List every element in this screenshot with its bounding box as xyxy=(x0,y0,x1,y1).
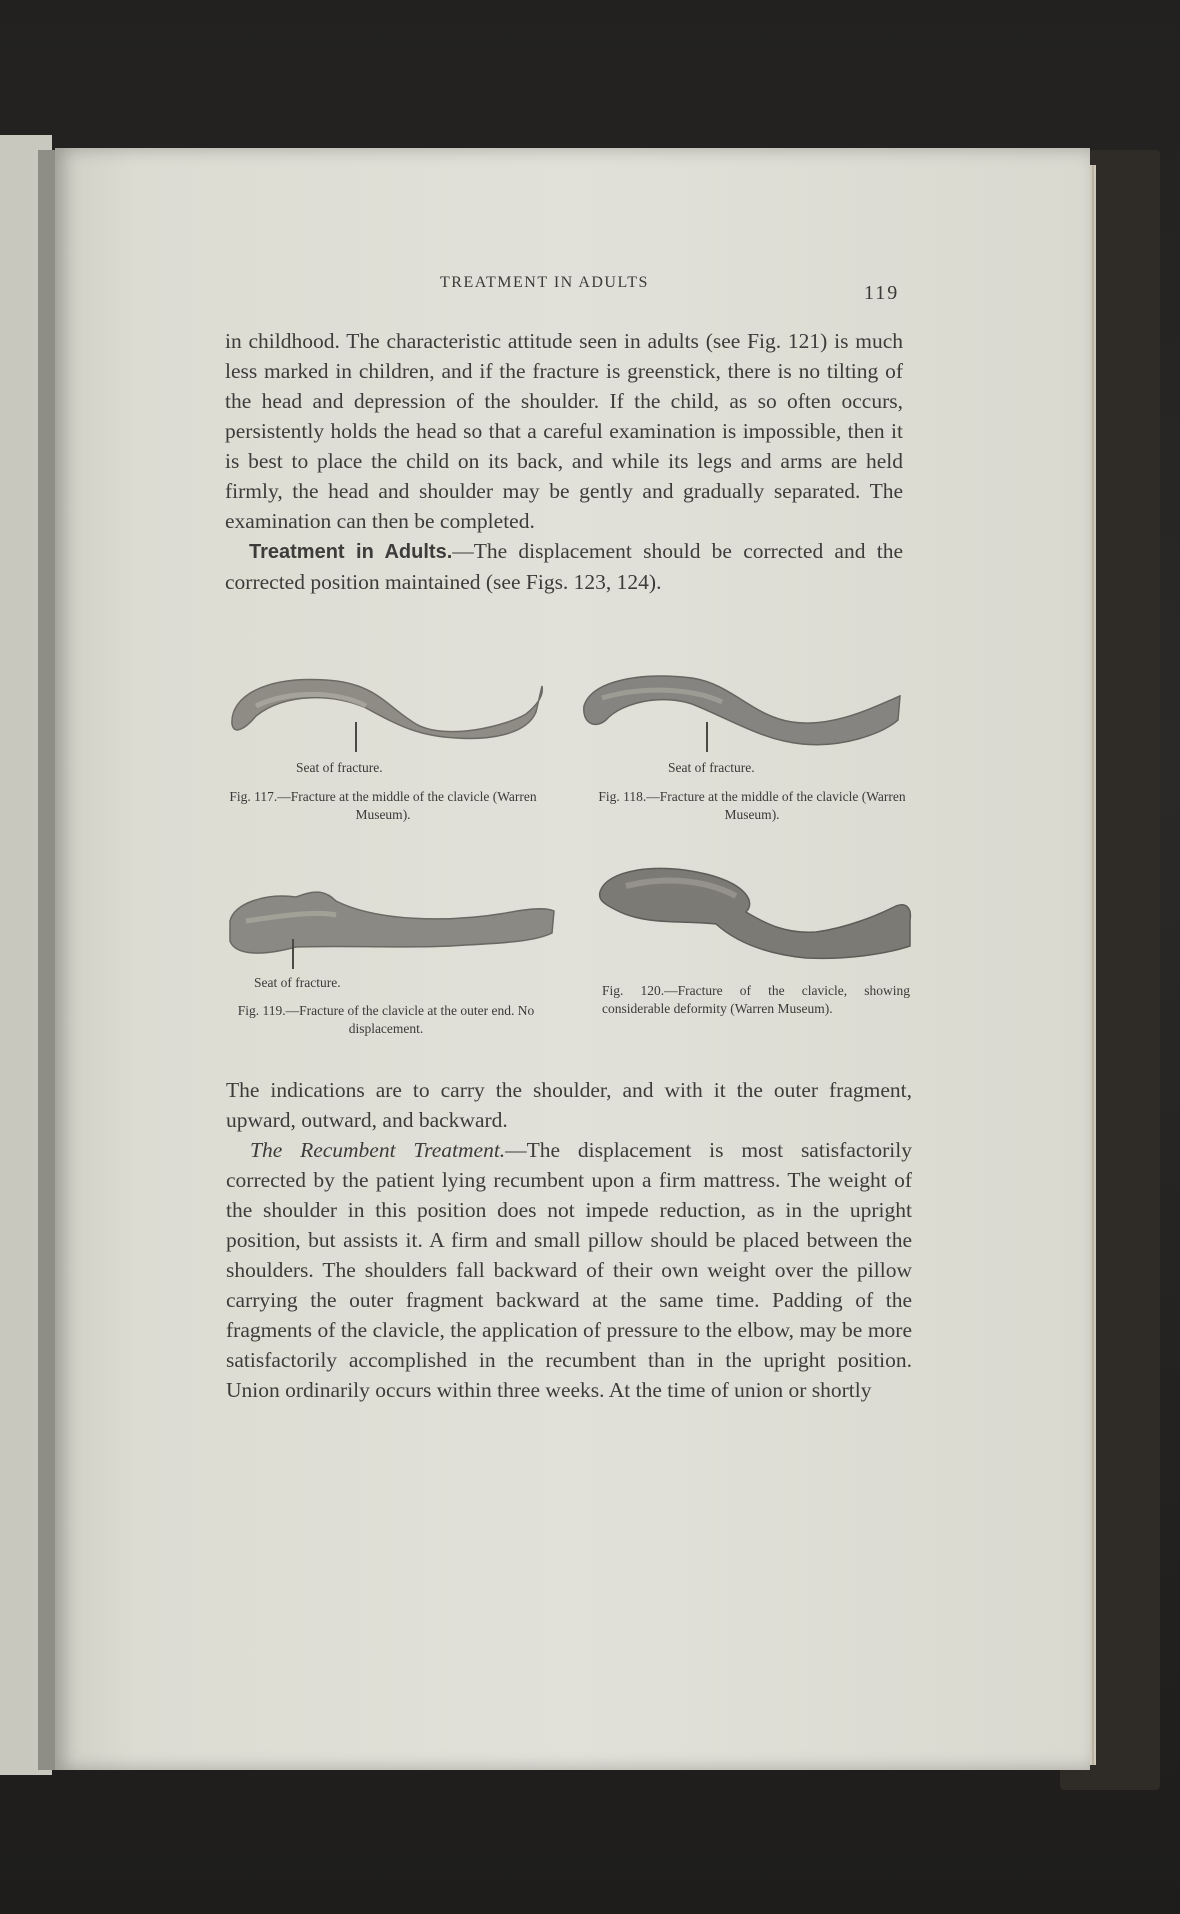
figure-120-image xyxy=(596,862,916,972)
treatment-heading: Treatment in Adults. xyxy=(249,541,453,563)
figure-117-image xyxy=(226,666,546,746)
recumbent-text: —The displacement is most satisfactorily corrected by the patient lying recumbent upon a firm mattress. The weight of the shoulder in this position does not impede reduction, as in the upright position, but assists it. A firm and small pillow should be placed between the shoulders. The shoulders fall backward of their own weight over the pillow carrying the outer fragment backward at the same time. Padding of the fragments of the clavicle, the application of pressure to the elbow, may be more satisfactorily accomplished in the recumbent than in the upright position. Union ordinarily occurs within three weeks. At the time of union or shortly xyxy=(226,1138,912,1402)
paragraph-treatment xyxy=(225,536,903,597)
figure-118-label: Seat of fracture. xyxy=(668,760,755,775)
fracture-marker-119 xyxy=(292,939,294,969)
treatment-text: —The displacement should be corrected and the corrected position maintained (see Figs. 123, 124). xyxy=(225,539,903,594)
figure-119-caption: Fig. 119.—Fracture of the clavicle at the outer end. No displacement. xyxy=(237,1003,535,1036)
fracture-marker-117 xyxy=(355,722,357,752)
paragraph-recumbent xyxy=(226,1135,912,1405)
paragraph-childhood: in childhood. The characteristic attitude seen in adults (see Fig. 121) is much less marked in children, and if the fracture is greenstick, there is no tilting of the head and depression of the shoulder. If the child, as so often occurs, persistently holds the head so that a careful examination is impossible, then it is best to place the child on its back, and while its legs and arms are held firmly, the head and shoulder may be gently and gradually separated. The examination can then be completed. xyxy=(225,329,903,533)
running-header: TREATMENT IN ADULTS xyxy=(440,274,649,291)
paragraph-top xyxy=(225,326,903,597)
figure-119-label: Seat of fracture. xyxy=(254,975,341,990)
page-number: 119 xyxy=(864,282,900,304)
figure-120-caption: Fig. 120.—Fracture of the clavicle, showing considerable deformity (Warren Museum). xyxy=(602,983,910,1016)
figure-118-caption: Fig. 118.—Fracture at the middle of the clavicle (Warren Museum). xyxy=(598,789,906,822)
recumbent-heading: The Recumbent Treatment. xyxy=(250,1138,506,1162)
paragraph-indications: The indications are to carry the shoulder, and with it the outer fragment, upward, outward, and backward. xyxy=(226,1078,912,1132)
figure-119-image xyxy=(226,885,556,965)
figure-117-caption: Fig. 117.—Fracture at the middle of the clavicle (Warren Museum). xyxy=(229,789,537,822)
paragraph-bottom xyxy=(226,1075,912,1405)
figure-117-label: Seat of fracture. xyxy=(296,760,383,775)
fracture-marker-118 xyxy=(706,722,708,752)
figure-118-image xyxy=(582,668,907,748)
